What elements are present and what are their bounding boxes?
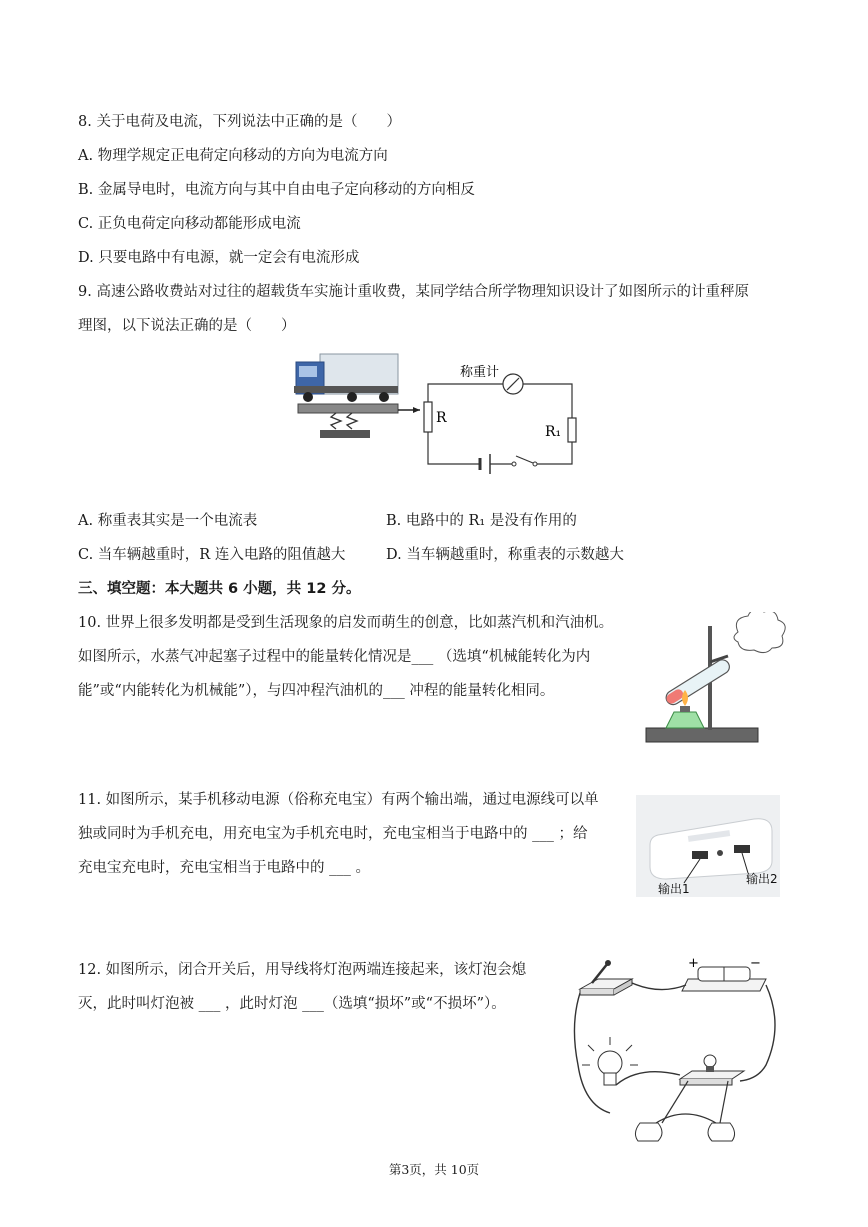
power-bank-drawing [636,795,780,897]
output2-label: 输出2 [746,872,778,886]
q8-option-b: B. 金属导电时，电流方向与其中自由电子定向移动的方向相反 [78,182,475,198]
q8-stem: 8. 关于电荷及电流，下列说法中正确的是（ ） [78,114,401,130]
page-footer: 第3页，共 10页 [388,1162,480,1177]
resistor-r-label: R [436,410,447,426]
q10-line2: 如图所示，水蒸气冲起塞子过程中的能量转化情况是___ （选填“机械能转化为内 [78,649,591,665]
q9-option-d: D. 当车辆越重时，称重表的示数越大 [386,547,624,563]
indicator-light [717,850,723,856]
test-tube-icon [664,657,732,707]
power-bank-figure [636,795,780,897]
short-circuit-drawing [570,955,790,1153]
weighing-meter-label: 称重计 [460,365,500,380]
spring-right [347,413,357,429]
resistor-r1 [568,418,576,442]
usb-port-1 [692,851,708,859]
short-circuit-figure [570,955,790,1153]
q8-option-c: C. 正负电荷定向移动都能形成电流 [78,216,301,232]
spring-left [331,413,341,429]
q10-line3: 能”或“内能转化为机械能”），与四冲程汽油机的___ 冲程的能量转化相同。 [78,683,555,699]
scale-platform [298,404,398,413]
steam-test-tube-drawing [640,612,790,747]
battery-plus-label: + [688,956,699,971]
q8-option-a: A. 物理学规定正电荷定向移动的方向为电流方向 [78,148,388,164]
q11-line1: 11. 如图所示，某手机移动电源（俗称充电宝）有两个输出端，通过电源线可以单 [78,792,599,808]
bulb-on-base-icon [680,1055,744,1085]
q12-line1: 12. 如图所示，闭合开关后，用导线将灯泡两端连接起来，该灯泡会熄 [78,962,527,978]
weighing-scale-circuit-drawing [290,352,580,474]
q9-stem-line2: 理图，以下说法正确的是（ ） [78,318,296,334]
scale-base [320,430,370,438]
alcohol-lamp-icon [666,712,704,728]
q9-option-b: B. 电路中的 R₁ 是没有作用的 [386,513,577,529]
q10-line1: 10. 世界上很多发明都是受到生活现象的启发而萌生的创意，比如蒸汽机和汽油机。 [78,615,614,631]
q12-line2: 灭，此时叫灯泡被 ___ ，此时灯泡 ___（选填“损坏”或“不损坏”）。 [78,996,506,1012]
q9-stem-line1: 9. 高速公路收费站对过往的超载货车实施计重收费，某同学结合所学物理知识设计了如图所示的计重秤原 [78,284,749,300]
weighing-scale-circuit-figure [290,352,580,474]
q11-line2: 独或同时为手机充电，用充电宝为手机充电时，充电宝相当于电路中的 ___ ；给 [78,826,588,842]
q9-option-a: A. 称重表其实是一个电流表 [78,513,258,529]
stand-base [646,728,758,742]
q8-option-d: D. 只要电路中有电源，就一定会有电流形成 [78,250,360,266]
truck-icon [294,354,398,402]
q11-line3: 充电宝充电时，充电宝相当于电路中的 ___ 。 [78,860,370,876]
battery-minus-label: − [750,956,761,971]
switch-icon [516,456,533,463]
steam-test-tube-figure [640,612,790,747]
usb-port-2 [734,845,750,853]
section3-title: 三、填空题：本大题共 6 小题，共 12 分。 [78,581,361,597]
resistor-r1-label: R₁ [545,424,562,440]
hands-holding-wire-icon [635,1081,734,1141]
glowing-bulb-icon [582,1037,638,1085]
battery-holder-icon [682,956,766,991]
q9-option-c: C. 当车辆越重时，R 连入电路的阻值越大 [78,547,346,563]
resistor-r [424,402,432,432]
steam-cloud-icon [734,612,785,653]
knife-switch-icon [580,960,632,995]
output1-label: 输出1 [658,882,690,896]
power-bank-icon [650,819,772,879]
